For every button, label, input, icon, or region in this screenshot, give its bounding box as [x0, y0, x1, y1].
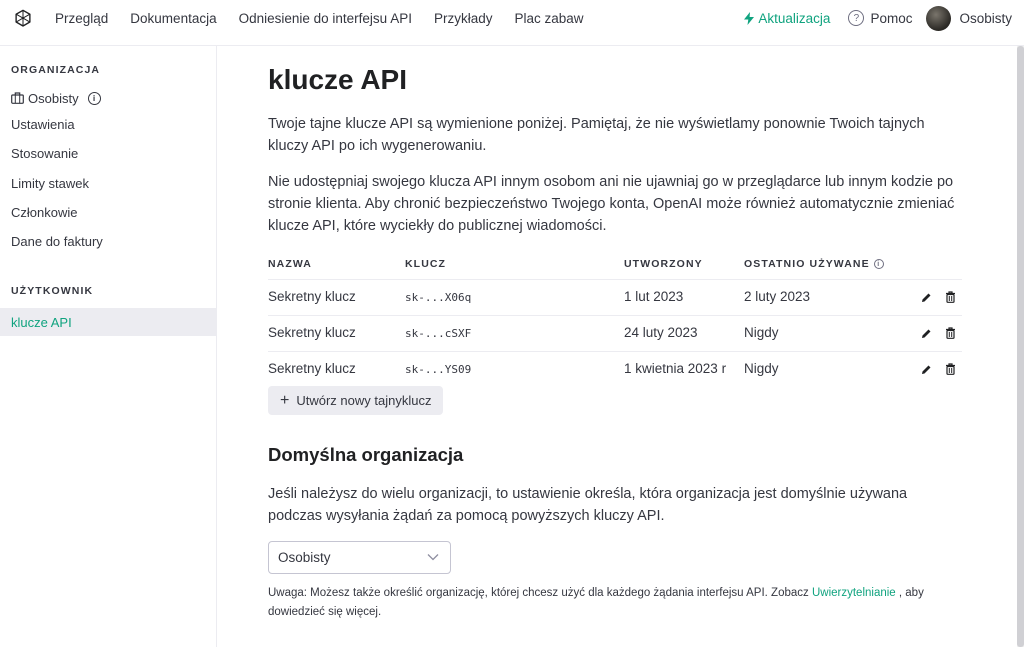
trash-icon[interactable] [943, 362, 957, 376]
help-label: Pomoc [870, 10, 913, 26]
info-icon[interactable]: i [88, 92, 101, 105]
key-created: 1 kwietnia 2023 r [624, 361, 727, 376]
edit-icon[interactable] [919, 326, 933, 340]
upgrade-link[interactable] [744, 11, 830, 26]
key-created: 24 luty 2023 [624, 325, 698, 340]
sidebar-item-settings[interactable]: Ustawienia [11, 116, 75, 132]
edit-icon[interactable] [919, 290, 933, 304]
lightning-icon [744, 12, 754, 25]
key-last-used: Nigdy [744, 325, 779, 340]
col-header-created: UTWORZONY [624, 258, 703, 270]
user-name: Osobisty [959, 10, 1012, 26]
key-last-used: 2 luty 2023 [744, 289, 811, 304]
org-note-prefix: Uwaga: Możesz także określić organizację, której chcesz użyć dla każdego żądania interfejsu API. Zobacz [268, 587, 812, 599]
col-header-key: KLUCZ [405, 258, 447, 270]
sidebar-item-org[interactable] [0, 84, 216, 112]
chevron-down-icon [427, 553, 439, 561]
create-secret-key-label: Utwórz nowy tajnyklucz [296, 393, 432, 408]
intro-paragraph-1: Twoje tajne klucze API są wymienione poniżej. Pamiętaj, że nie wyświetlamy ponownie Twoich tajnych kluczy API po ich wygenerowaniu. [268, 116, 925, 154]
help-icon: ? [848, 10, 864, 26]
sidebar-item-rate-limits[interactable]: Limity stawek [11, 175, 90, 191]
key-value: sk-...cSXF [405, 327, 472, 340]
default-org-select-value: Osobisty [278, 550, 331, 565]
key-name: Sekretny klucz [268, 325, 356, 340]
avatar [926, 6, 951, 31]
top-navigation [0, 0, 1024, 46]
org-heading: ORGANIZACJA [11, 64, 101, 76]
info-icon[interactable]: i [874, 259, 884, 269]
openai-logo-icon[interactable] [12, 8, 34, 30]
key-name: Sekretny klucz [268, 361, 356, 376]
upgrade-label: Aktualizacja [758, 10, 831, 26]
default-org-heading: Domyślna organizacja [268, 444, 464, 465]
key-created: 1 lut 2023 [624, 289, 684, 304]
nav-examples[interactable]: Przykłady [433, 10, 493, 26]
plus-icon: + [280, 391, 290, 409]
sidebar-item-usage[interactable]: Stosowanie [11, 145, 79, 161]
nav-overview[interactable]: Przegląd [55, 10, 109, 26]
main-nav [55, 0, 606, 36]
default-org-select[interactable] [268, 541, 451, 574]
col-header-last-used-label: OSTATNIO UŻYWANE [744, 258, 870, 270]
key-last-used: Nigdy [744, 361, 779, 376]
nav-playground[interactable]: Plac zabaw [514, 10, 584, 26]
table-row [268, 315, 962, 351]
table-row [268, 351, 962, 387]
org-name: Osobisty [28, 90, 79, 106]
key-value: sk-...X06q [405, 291, 472, 304]
sidebar [0, 46, 217, 647]
user-menu[interactable] [926, 6, 1012, 31]
scrollbar-thumb[interactable] [1017, 46, 1024, 647]
org-note-suffix: , aby dowiedzieć się więcej. [268, 587, 924, 618]
key-name: Sekretny klucz [268, 289, 356, 304]
trash-icon[interactable] [943, 290, 957, 304]
sidebar-item-api-keys[interactable]: klucze API [0, 308, 216, 336]
org-note [268, 584, 958, 622]
briefcase-icon [11, 92, 24, 104]
create-secret-key-button[interactable] [268, 386, 443, 415]
nav-documentation[interactable]: Dokumentacja [130, 10, 217, 26]
sidebar-item-billing[interactable]: Dane do faktury [11, 233, 103, 249]
help-link[interactable] [848, 10, 912, 26]
page-title: klucze API [268, 64, 408, 95]
user-heading: UŻYTKOWNIK [11, 285, 94, 297]
col-header-name: NAZWA [268, 258, 312, 270]
table-row [268, 279, 962, 315]
nav-api-reference[interactable]: Odniesienie do interfejsu API [238, 10, 412, 26]
intro-paragraph-2: Nie udostępniaj swojego klucza API innym osobom ani nie ujawniaj go w przeglądarce lub innym kodzie po stronie klienta. Aby chronić bezpieczeństwo Twojego konta, OpenAI może również automatycznie zmieniać klucze API, które wyciekły do publicznej wiadomości. [268, 174, 955, 234]
edit-icon[interactable] [919, 362, 933, 376]
trash-icon[interactable] [943, 326, 957, 340]
key-value: sk-...YS09 [405, 363, 472, 376]
default-org-description: Jeśli należysz do wielu organizacji, to ustawienie określa, która organizacja jest domyślnie używana podczas wysyłania żądań za pomocą powyższych kluczy API. [268, 486, 908, 524]
col-header-last-used [744, 258, 884, 270]
nav-right [744, 0, 1012, 36]
authentication-link[interactable]: Uwierzytelnianie [811, 587, 896, 599]
sidebar-item-members[interactable]: Członkowie [11, 204, 78, 220]
